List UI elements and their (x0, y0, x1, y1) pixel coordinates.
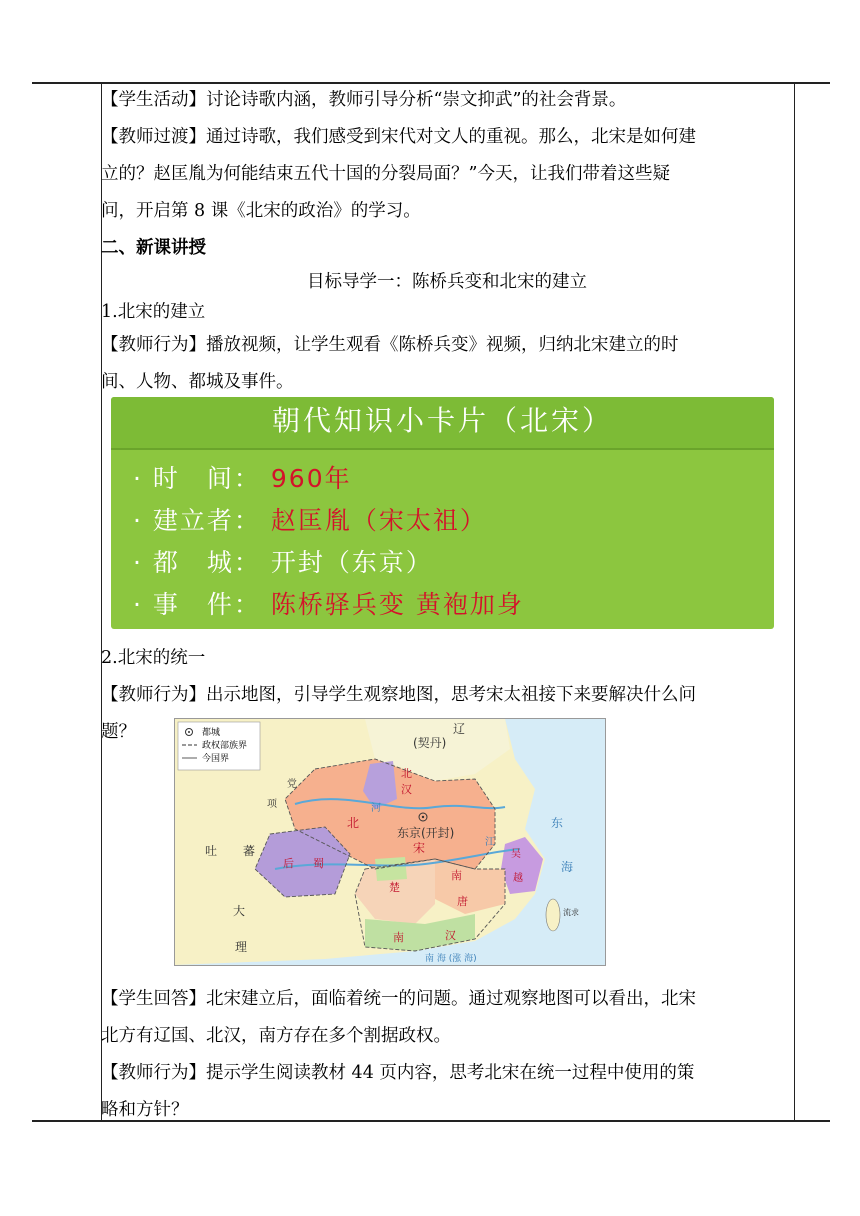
card-row-label: · 时 间： (133, 464, 261, 493)
card-row-label: · 建立者： (133, 506, 261, 535)
label-houshu-2: 蜀 (313, 857, 324, 870)
label-liao: 辽 (453, 722, 466, 736)
label-wuyue-2: 越 (513, 873, 523, 884)
label-beihan-2: 汉 (401, 783, 412, 796)
label-dongjing: 东京(开封) (397, 826, 455, 840)
label-wuyue-1: 吴 (511, 849, 521, 860)
teacher-action-map-line2: 题？ (101, 722, 136, 742)
teacher-action-textbook-line2: 略和方针？ (101, 1100, 189, 1120)
legend-regime-border: 政权部族界 (202, 741, 248, 751)
label-river-he: 河 (371, 803, 381, 814)
column-divider-right (794, 84, 795, 1120)
label-qidan: (契丹) (413, 736, 447, 750)
label-dangxiang-1: 党 (287, 779, 297, 790)
dynasty-knowledge-card (111, 397, 774, 629)
teacher-action-map-line1: 【教师行为】出示地图，引导学生观察地图，思考宋太祖接下来要解决什么问 (101, 685, 696, 705)
lesson-content-3 (101, 981, 793, 1129)
label-beisong-1: 北 (347, 816, 360, 830)
student-answer-line2: 北方有辽国、北汉，南方存在多个割据政权。 (101, 1026, 451, 1046)
card-row-time (133, 459, 352, 495)
map-svg (175, 719, 605, 965)
teacher-action-textbook-line1: 【教师行为】提示学生阅读教材 44 页内容，思考北宋在统一过程中使用的策 (101, 1063, 695, 1083)
goal-heading: 目标导学一：陈桥兵变和北宋的建立 (307, 272, 587, 292)
lesson-content (101, 82, 793, 401)
northern-song-map (174, 718, 606, 966)
card-row-label: · 都 城： (133, 548, 261, 577)
label-beisong-2: 宋 (413, 841, 426, 855)
label-donghai-2: 海 (561, 860, 574, 874)
card-row-founder (133, 501, 487, 537)
label-dali-1: 大 (233, 904, 246, 918)
legend-national-border: 今国界 (202, 754, 230, 764)
card-row-value: 陈桥驿兵变 黄袍加身 (270, 590, 524, 619)
teacher-transition-line1: 【教师过渡】通过诗歌，我们感受到宋代对文人的重视。那么，北宋是如何建 (101, 127, 696, 147)
card-row-capital (133, 543, 433, 579)
label-river-jiang: 江 (485, 837, 495, 848)
label-houshu-1: 后 (283, 857, 294, 870)
label-tubo-1: 吐 (205, 844, 218, 858)
subheading-founding: 1.北宋的建立 (101, 302, 206, 322)
card-row-label: · 事 件： (133, 590, 261, 619)
legend-capital: 都城 (202, 728, 221, 738)
label-nanhan-2: 汉 (445, 929, 456, 942)
teacher-transition-line2: 立的？赵匡胤为何能结束五代十国的分裂局面？”今天，让我们带着这些疑 (101, 164, 670, 184)
label-dali-2: 理 (235, 940, 248, 954)
student-activity: 【学生活动】讨论诗歌内涵，教师引导分析“崇文抑武”的社会背景。 (101, 90, 627, 110)
label-donghai-1: 东 (551, 816, 564, 830)
label-chu: 楚 (389, 881, 400, 894)
card-title: 朝代知识小卡片（北宋） (111, 397, 774, 450)
teacher-action-video-line2: 间、人物、都城及事件。 (101, 372, 294, 392)
teacher-transition-line3: 问，开启第 8 课《北宋的政治》的学习。 (101, 201, 421, 221)
label-liuqiu: 流求 (563, 908, 579, 917)
label-nantang-2: 唐 (457, 895, 468, 908)
section-heading: 二、新课讲授 (101, 238, 206, 258)
label-nanhai: 南 海 (涨 海) (425, 954, 477, 964)
teacher-action-video-line1: 【教师行为】播放视频，让学生观看《陈桥兵变》视频，归纳北宋建立的时 (101, 335, 679, 355)
label-nantang-1: 南 (451, 869, 462, 882)
label-tubo-2: 蕃 (243, 844, 256, 858)
label-nanhan-1: 南 (393, 931, 404, 944)
student-answer-line1: 【学生回答】北宋建立后，面临着统一的问题。通过观察地图可以看出，北宋 (101, 989, 696, 1009)
card-row-value: 赵匡胤（宋太祖） (270, 506, 487, 535)
label-dangxiang-2: 项 (267, 799, 277, 810)
card-row-value: 960年 (270, 464, 352, 493)
label-beihan-1: 北 (401, 767, 412, 780)
subheading-unification: 2.北宋的统一 (101, 648, 206, 668)
card-row-value: 开封（东京） (270, 548, 433, 577)
card-row-event (133, 585, 524, 621)
